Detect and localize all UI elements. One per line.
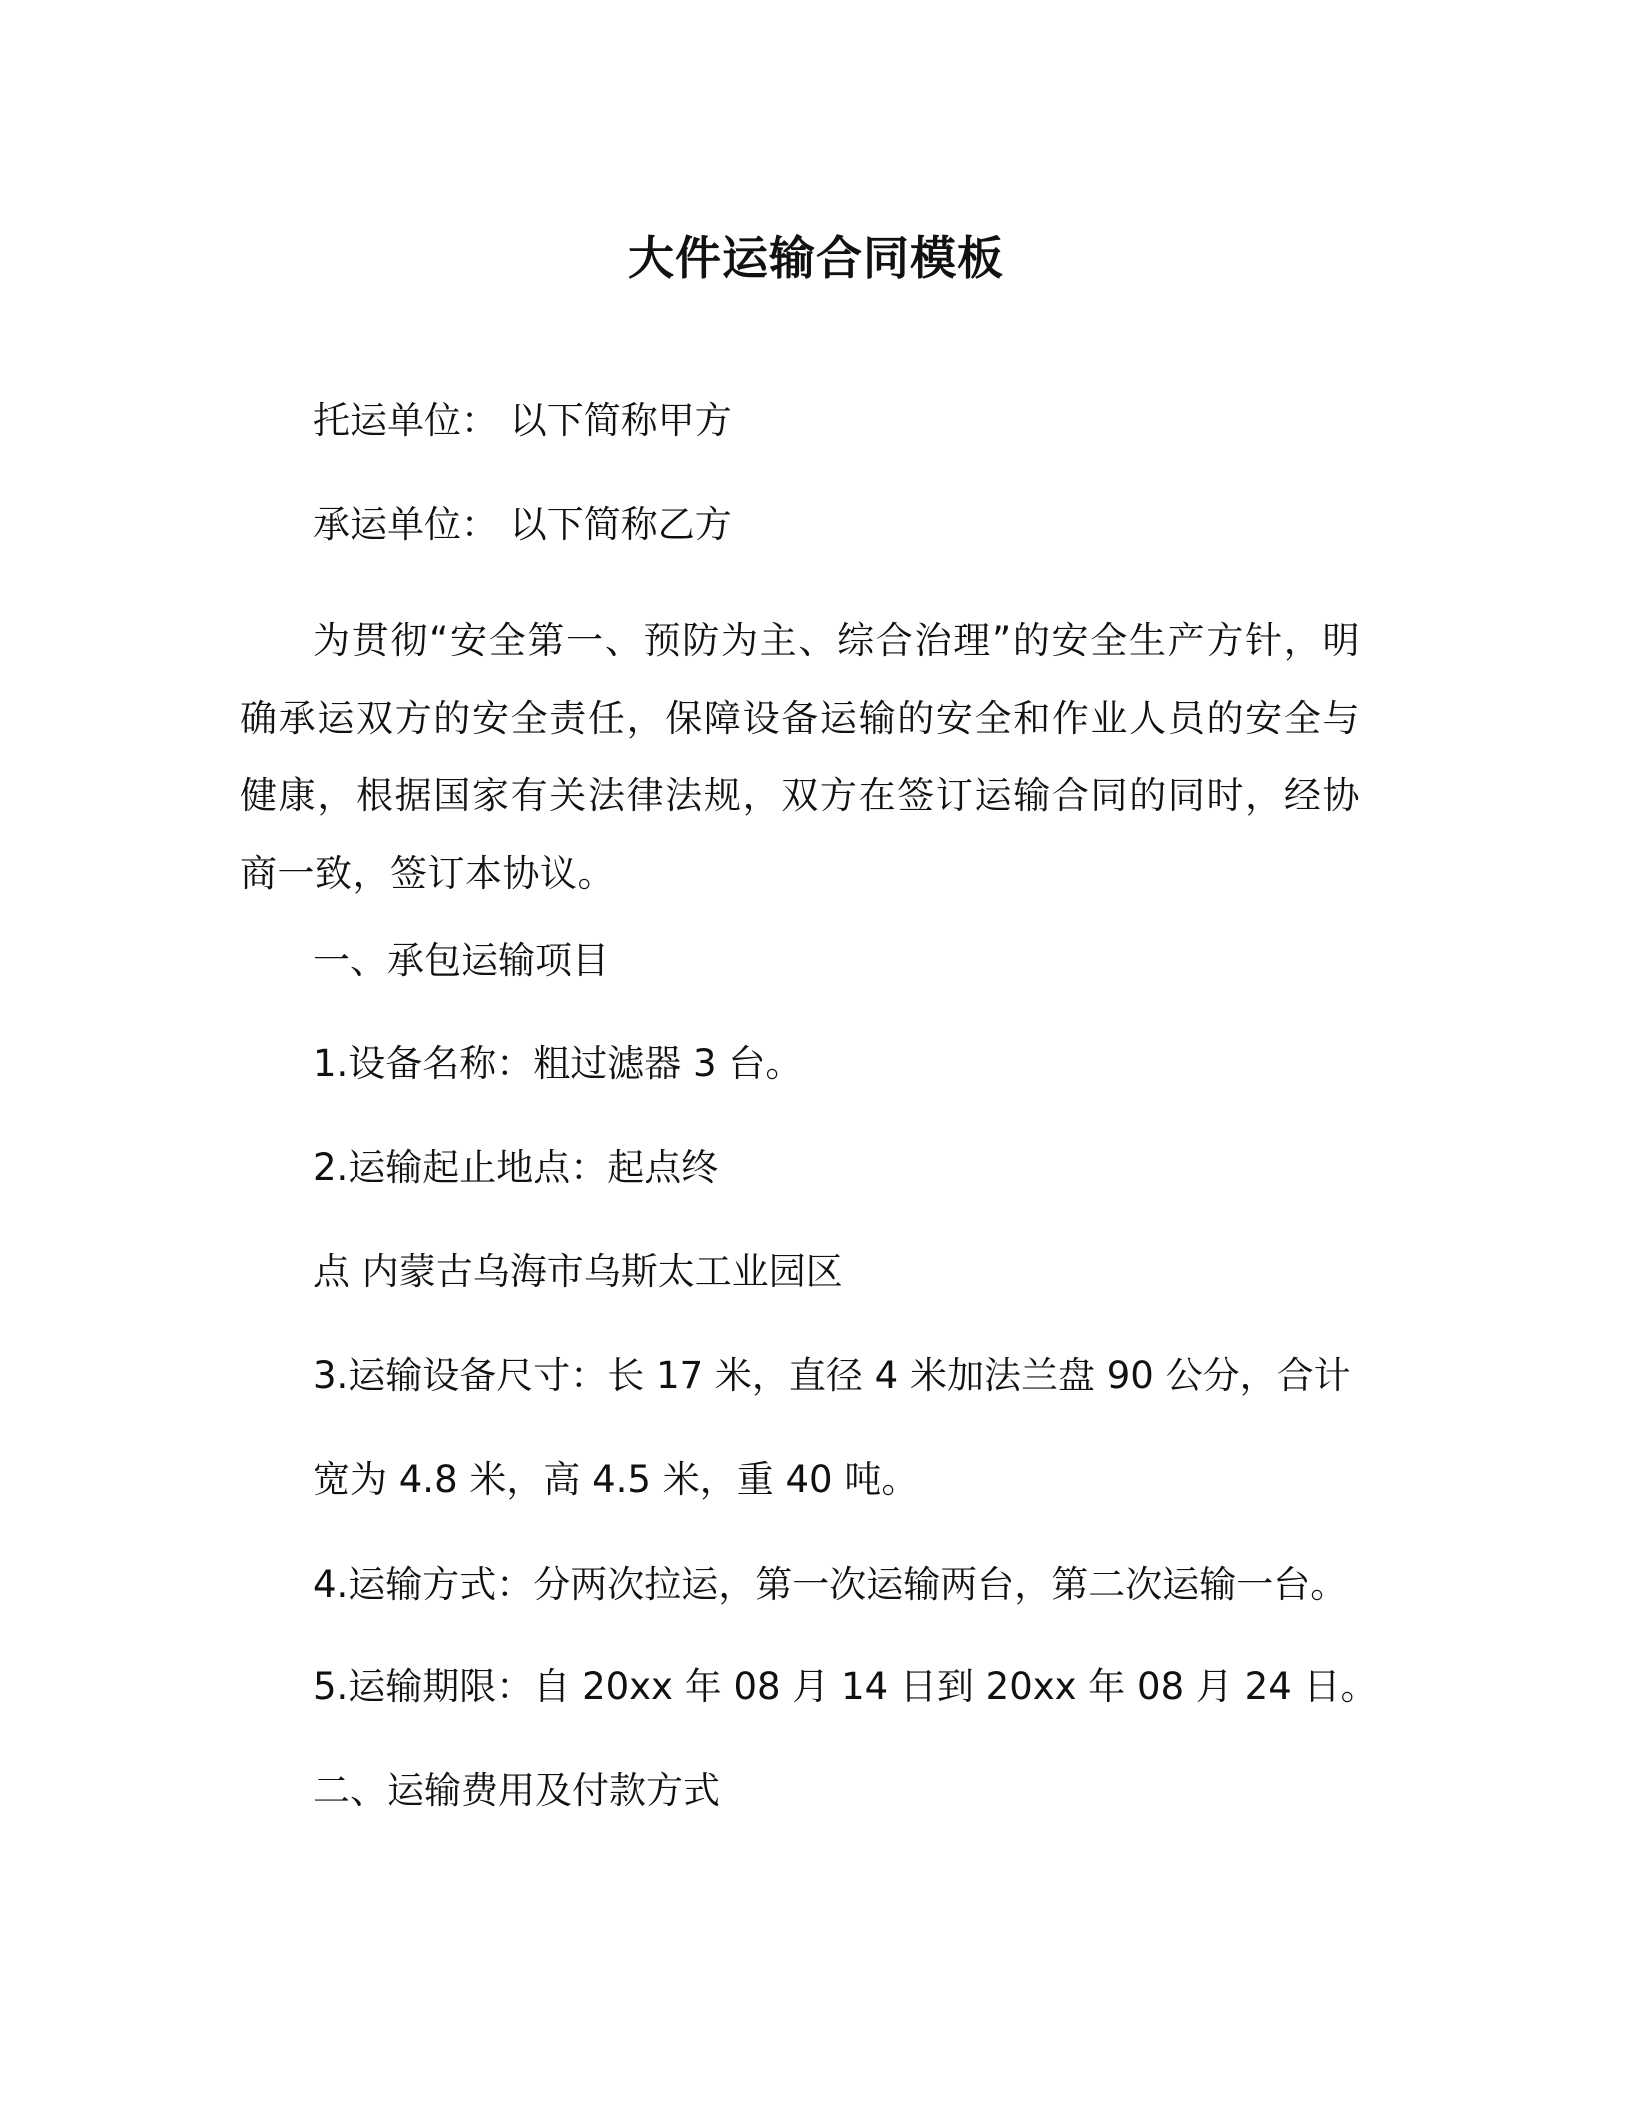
- section-heading-transport-items: 一、承包运输项目: [313, 939, 609, 982]
- item-equipment-name: 1.设备名称：粗过滤器 3 台。: [313, 1042, 803, 1085]
- item-route-continued: 点 内蒙古乌海市乌斯太工业园区: [313, 1250, 843, 1293]
- intro-paragraph: 为贯彻“安全第一、预防为主、综合治理”的安全生产方针，明确承运双方的安全责任，保障设备运输的安全和作业人员的安全与健康，根据国家有关法律法规，双方在签订运输合同的同时，经协商一致，签订本协议。: [240, 619, 1360, 895]
- item-transport-method: 4.运输方式：分两次拉运，第一次运输两台，第二次运输一台。: [313, 1563, 1348, 1606]
- section-heading-fees-payment: 二、运输费用及付款方式: [313, 1769, 720, 1812]
- item-dimensions: 3.运输设备尺寸：长 17 米，直径 4 米加法兰盘 90 公分，合计: [313, 1354, 1351, 1397]
- carrier-line: 承运单位： 以下简称乙方: [313, 503, 732, 546]
- document-title: 大件运输合同模板: [628, 231, 1004, 285]
- consignor-line: 托运单位： 以下简称甲方: [313, 399, 732, 442]
- item-route: 2.运输起止地点：起点终: [313, 1146, 719, 1189]
- item-dimensions-continued: 宽为 4.8 米，高 4.5 米，重 40 吨。: [313, 1458, 919, 1501]
- item-transport-period: 5.运输期限：自 20xx 年 08 月 14 日到 20xx 年 08 月 24 日。: [313, 1665, 1378, 1708]
